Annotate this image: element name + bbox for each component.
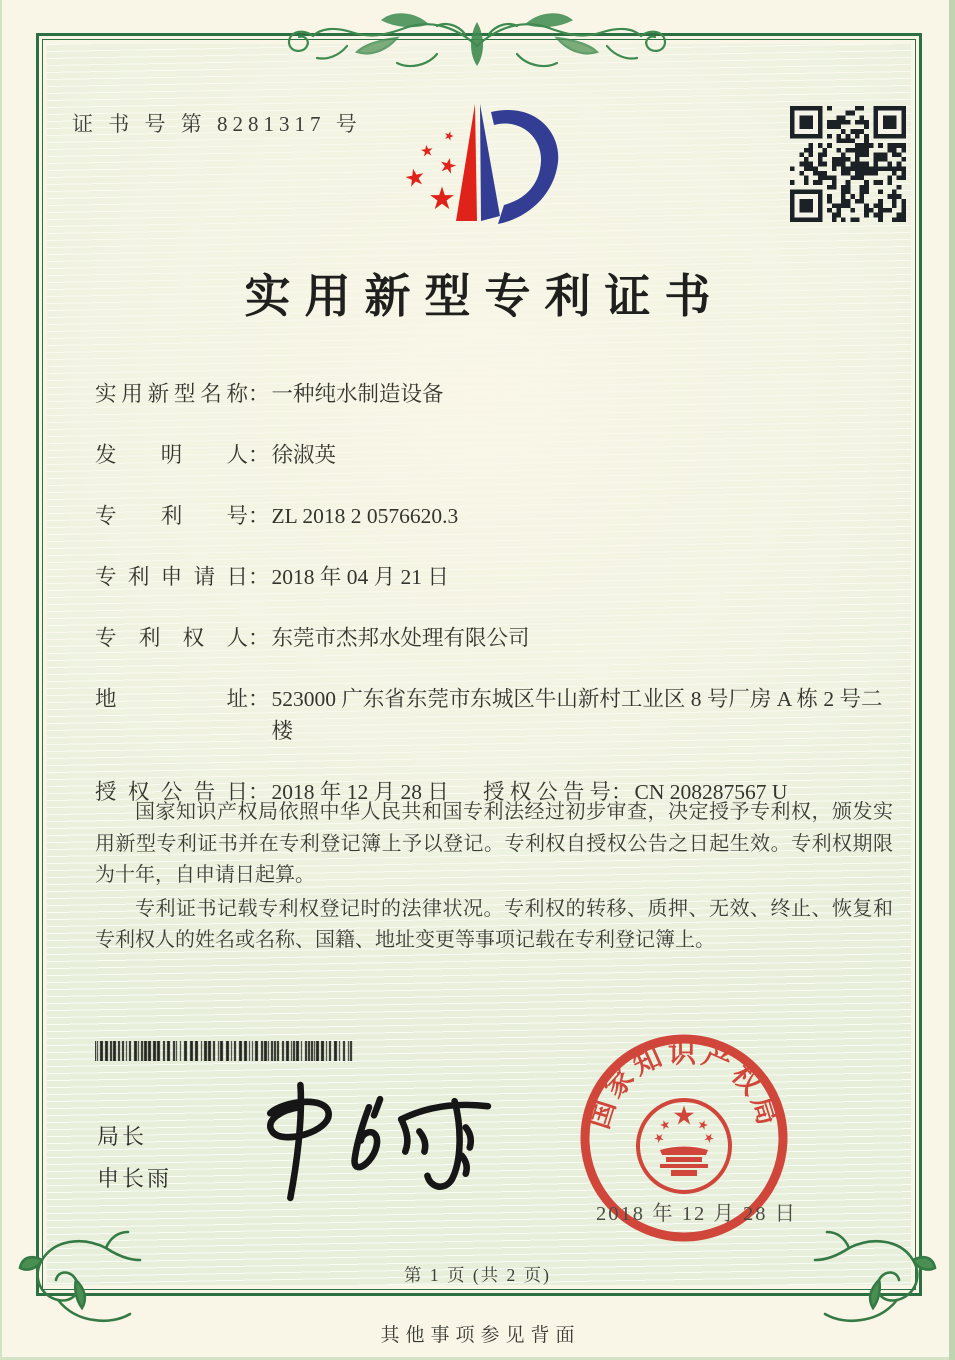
certificate-title: 实用新型专利证书 xyxy=(244,271,725,322)
field-label: 专利申请日 xyxy=(95,565,248,589)
field-value: 一种纯水制造设备 xyxy=(271,382,444,406)
seal-authority-text: 国家知识产权局 xyxy=(583,1038,785,1133)
field-value: 2018 年 04 月 21 日 xyxy=(271,565,449,589)
page-number: 第 1 页 (共 2 页) xyxy=(403,1265,552,1285)
field-colon xyxy=(248,378,270,410)
field-value: ZL 2018 2 0576620.3 xyxy=(271,504,459,528)
field-label: 专利权人 xyxy=(95,626,248,650)
signer-name: 申长雨 xyxy=(97,1166,173,1191)
legal-text xyxy=(95,797,893,959)
field-value: 2018 年 12 月 28 日 xyxy=(271,780,449,804)
field-label: 实用新型名称 xyxy=(95,382,248,406)
field-colon xyxy=(248,500,270,532)
field-label: 发明人 xyxy=(95,443,248,467)
field-colon xyxy=(248,683,270,747)
field-label: 授权公告号 xyxy=(483,780,611,804)
top-floral-ornament-icon xyxy=(277,12,677,74)
field-colon xyxy=(248,439,270,471)
handwritten-signature-icon xyxy=(248,1078,500,1206)
field-row-name xyxy=(95,378,893,410)
field-row-filing-date xyxy=(95,561,893,593)
bottom-right-floral-ornament-icon xyxy=(812,1230,937,1328)
field-colon xyxy=(248,622,270,654)
field-value: 523000 广东省东莞市东城区牛山新村工业区 8 号厂房 A 栋 2 号二楼 xyxy=(271,687,883,743)
back-side-note: 其他事项参见背面 xyxy=(380,1325,581,1346)
bottom-left-floral-ornament-icon xyxy=(18,1230,143,1328)
signer-block xyxy=(97,1116,172,1200)
field-colon xyxy=(248,561,270,593)
field-row-patentee xyxy=(95,622,893,654)
field-row-inventor xyxy=(95,439,893,471)
certificate-number: 证 书 号 第 8281317 号 xyxy=(72,112,362,136)
cnipa-patent-logo-icon xyxy=(395,96,570,236)
field-row-address xyxy=(95,683,893,747)
barcode-icon xyxy=(95,1041,357,1061)
qr-code-icon xyxy=(790,106,906,222)
field-label: 授权公告日 xyxy=(95,780,248,804)
legal-paragraph-2: 专利证书记载专利权登记时的法律状况。专利权的转移、质押、无效、终止、恢复和专利权人的姓名或名称、国籍、地址变更等事项记载在专利登记簿上。 xyxy=(95,897,893,951)
field-value: 徐淑英 xyxy=(271,443,337,467)
seal-date: 2018 年 12 月 28 日 xyxy=(596,1203,798,1225)
field-label: 地址 xyxy=(95,687,248,711)
signer-title: 局长 xyxy=(97,1124,148,1149)
field-value: CN 208287567 U xyxy=(634,780,788,804)
field-value: 东莞市杰邦水处理有限公司 xyxy=(271,626,530,650)
field-row-patent-number xyxy=(95,500,893,532)
certificate-fields xyxy=(95,378,893,808)
legal-paragraph-1: 国家知识产权局依照中华人民共和国专利法经过初步审查，决定授予专利权，颁发实用新型专利证书并在专利登记簿上予以登记。专利权自授权公告之日起生效。专利权期限为十年，自申请日起算。 xyxy=(95,801,893,886)
field-label: 专利号 xyxy=(95,504,248,528)
